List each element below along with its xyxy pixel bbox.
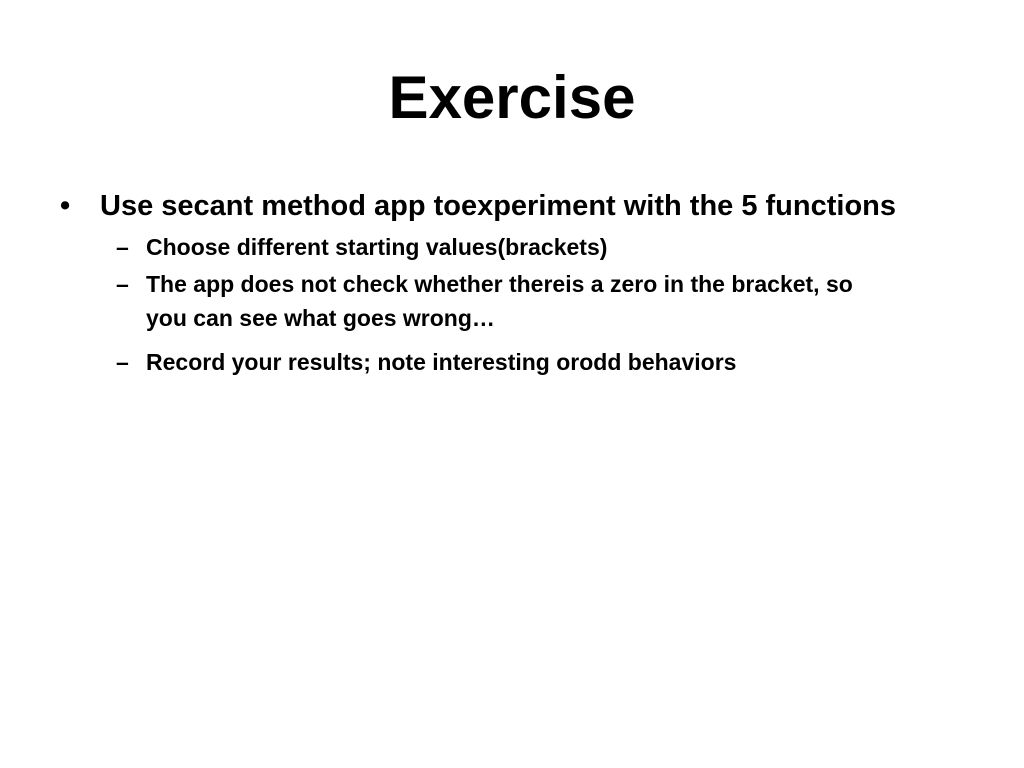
sub-bullet-item bbox=[0, 345, 876, 379]
sub-bullet-text: Choose different starting values(brackets) bbox=[146, 234, 608, 260]
slide-content bbox=[0, 188, 1024, 382]
bullet-text: Use secant method app toexperiment with the 5 functions bbox=[100, 190, 897, 222]
sub-bullet-marker: – bbox=[116, 349, 129, 375]
sub-bullet-list bbox=[0, 230, 1024, 379]
sub-bullet-marker: – bbox=[116, 234, 129, 260]
sub-bullet-item bbox=[0, 230, 876, 264]
sub-bullet-text: Record your results; note interesting orodd behaviors bbox=[146, 349, 737, 375]
sub-bullet-marker: – bbox=[116, 271, 129, 297]
sub-bullet-item bbox=[0, 267, 876, 335]
slide-title: Exercise bbox=[388, 64, 636, 131]
bullet-marker: • bbox=[60, 190, 71, 222]
sub-bullet-text: The app does not check whether thereis a zero in the bracket, so you can see what goes wrong… bbox=[146, 271, 853, 331]
bullet-item bbox=[0, 188, 900, 224]
